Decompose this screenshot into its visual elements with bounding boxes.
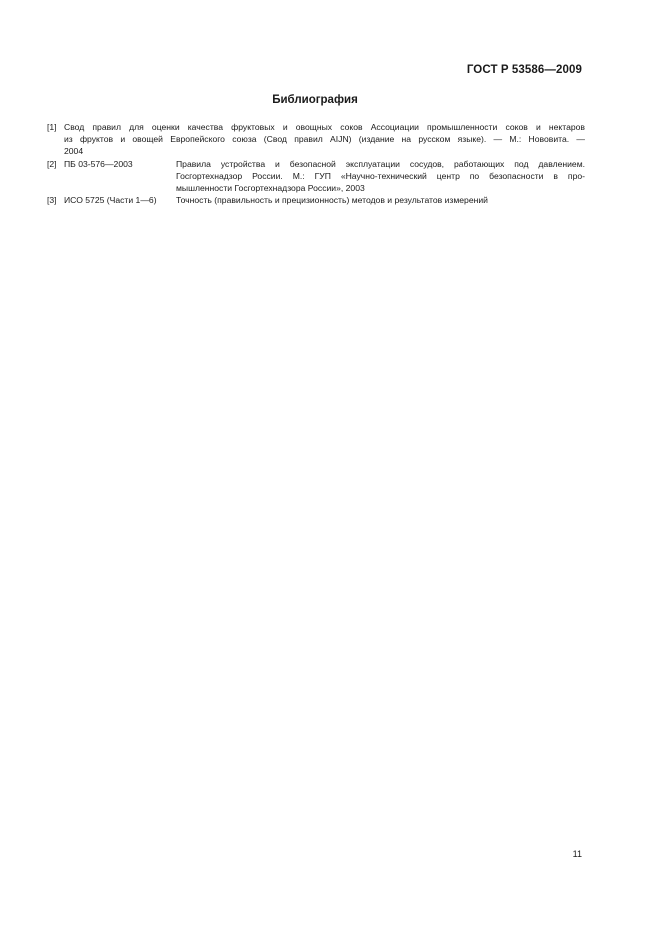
entry-number: [3] bbox=[47, 195, 57, 206]
bibliography-entry-2 bbox=[47, 158, 585, 195]
entry-line: Свод правил для оценки качества фруктовых и овощных соков Ассоциации промышленности соков и нектаров bbox=[64, 122, 585, 132]
entry-number: [2] bbox=[47, 158, 57, 169]
bibliography-entry-3 bbox=[47, 194, 585, 206]
entry-line: мышленности Госгортехнадзора России», 2003 bbox=[176, 183, 365, 194]
bibliography-title: Библиография bbox=[272, 94, 358, 106]
entry-code: ПБ 03-576—2003 bbox=[64, 158, 133, 169]
entry-line: 2004 bbox=[64, 146, 84, 157]
entry-line: из фруктов и овощей Европейского союза (Свод правил AIJN) (издание на русском языке). — М.: Нововита. — bbox=[64, 134, 585, 145]
entry-line: Госгортехнадзор России. М.: ГУП «Научно-технический центр по безопасности в про- bbox=[176, 170, 585, 181]
entry-line: Точность (правильность и прецизионность) методов и результатов измерений bbox=[176, 195, 488, 206]
entry-text bbox=[176, 158, 585, 195]
page-number: 11 bbox=[572, 849, 582, 859]
entry-code: ИСО 5725 (Части 1—6) bbox=[64, 195, 157, 206]
entry-text bbox=[176, 194, 585, 206]
document-code: ГОСТ Р 53586—2009 bbox=[466, 64, 582, 76]
bibliography-entry-1 bbox=[47, 121, 585, 158]
entry-line: Правила устройства и безопасной эксплуатации сосудов, работающих под давлением. bbox=[176, 158, 585, 169]
entry-number: [1] bbox=[47, 122, 57, 132]
bibliography-list bbox=[47, 121, 585, 206]
entry-text bbox=[64, 121, 585, 158]
